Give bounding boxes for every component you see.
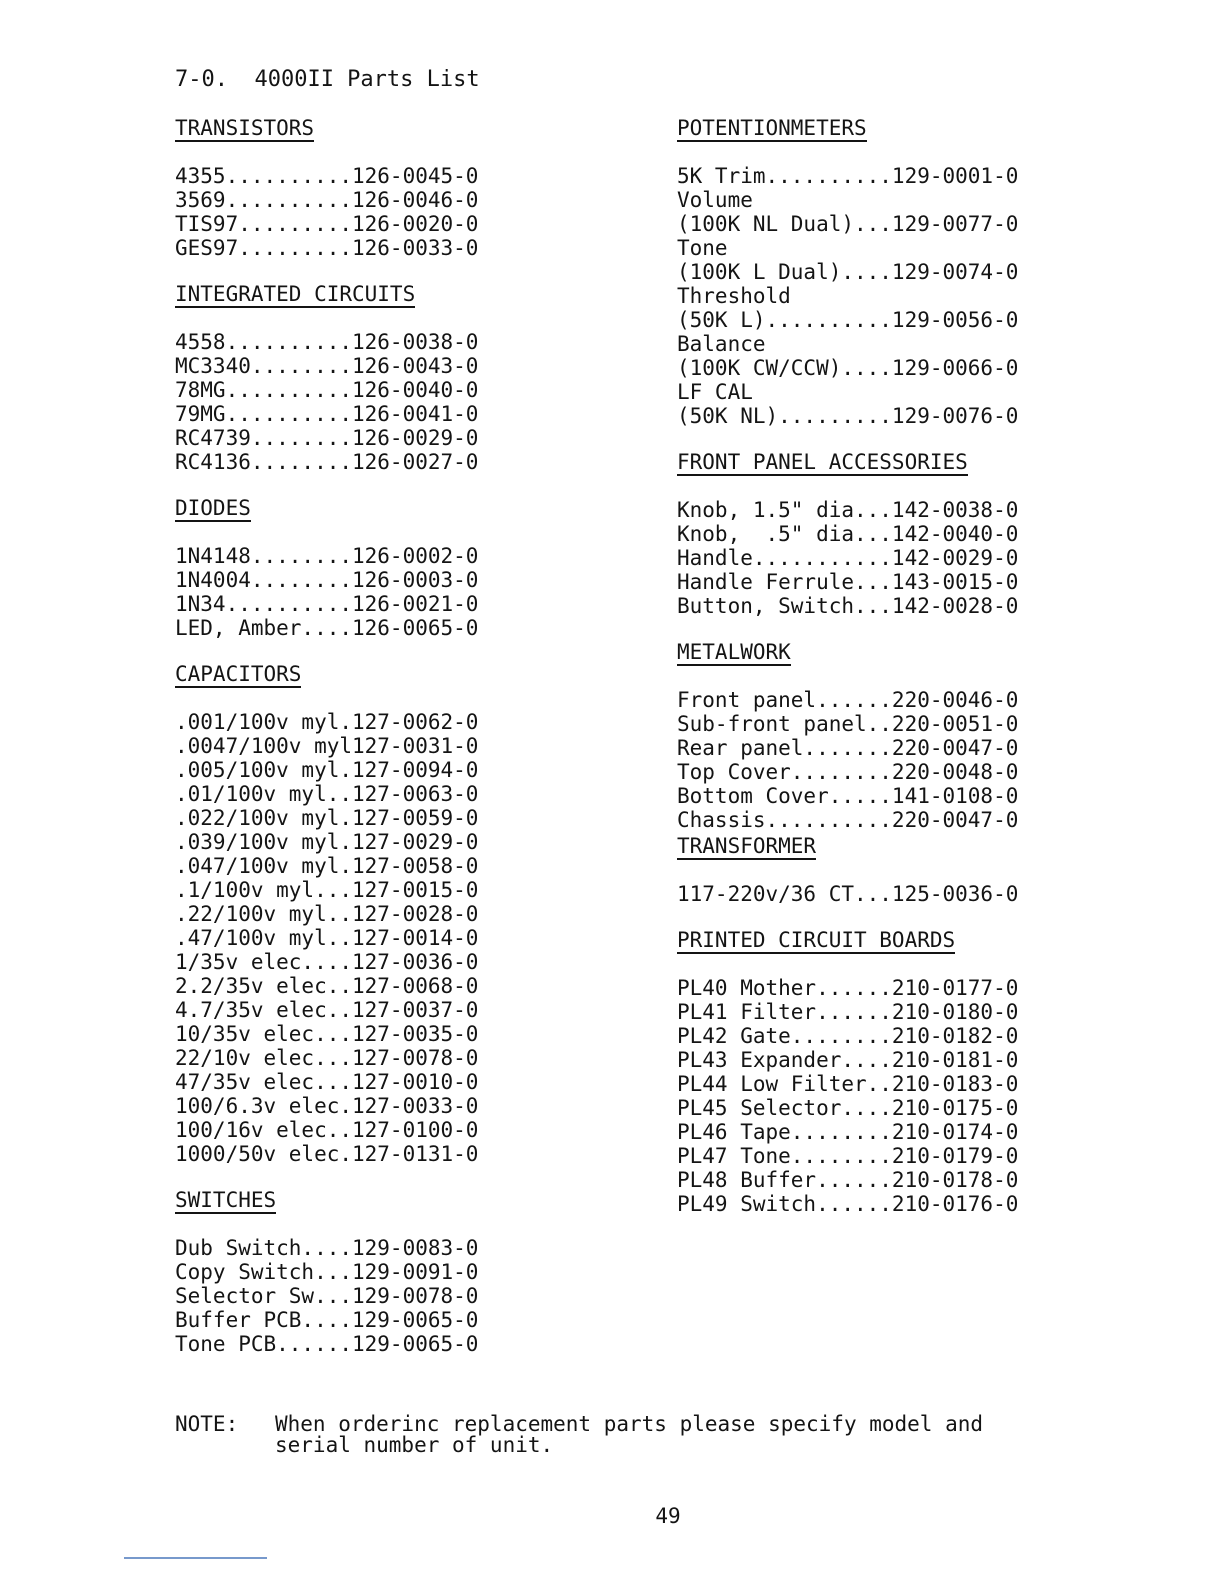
part-row: Front panel......220-0046-0 (677, 688, 1019, 712)
part-row: (100K NL Dual)...129-0077-0 (677, 212, 1019, 236)
part-row: RC4136........126-0027-0 (175, 450, 479, 474)
part-row: .47/100v myl..127-0014-0 (175, 926, 479, 950)
parts-list (677, 498, 1117, 618)
parts-list (175, 164, 615, 260)
section-title: TRANSFORMER (677, 834, 817, 858)
part-row: 10/35v elec...127-0035-0 (175, 1022, 479, 1046)
part-row: Handle Ferrule...143-0015-0 (677, 570, 1019, 594)
part-row: Tone (677, 236, 728, 260)
note-label: NOTE: (175, 1412, 239, 1436)
part-row: .047/100v myl.127-0058-0 (175, 854, 479, 878)
part-row: 1N4148........126-0002-0 (175, 544, 479, 568)
part-row: 5K Trim..........129-0001-0 (677, 164, 1019, 188)
section-title: TRANSISTORS (175, 116, 315, 140)
part-row: 1N4004........126-0003-0 (175, 568, 479, 592)
section-transformer (677, 834, 1117, 906)
part-row: Knob, 1.5" dia...142-0038-0 (677, 498, 1019, 522)
part-row: Bottom Cover.....141-0108-0 (677, 784, 1019, 808)
right-column (677, 116, 1117, 1238)
part-row: 3569..........126-0046-0 (175, 188, 479, 212)
note-line: serial number of unit. (275, 1433, 554, 1457)
section-title: POTENTIONMETERS (677, 116, 867, 140)
note-line: When orderinc replacement parts please specify model and (275, 1412, 984, 1436)
part-row: LF CAL (677, 380, 753, 404)
note-text (275, 1414, 983, 1456)
part-row: PL49 Switch......210-0176-0 (677, 1192, 1019, 1216)
parts-list (175, 330, 615, 474)
part-row: Threshold (677, 284, 791, 308)
section-diodes (175, 496, 615, 640)
part-row: 2.2/35v elec..127-0068-0 (175, 974, 479, 998)
part-row: .0047/100v myl127-0031-0 (175, 734, 479, 758)
part-row: .01/100v myl..127-0063-0 (175, 782, 479, 806)
part-row: PL45 Selector....210-0175-0 (677, 1096, 1019, 1120)
part-row: PL43 Expander....210-0181-0 (677, 1048, 1019, 1072)
part-row: 4558..........126-0038-0 (175, 330, 479, 354)
part-row: Chassis..........220-0047-0 (677, 808, 1019, 832)
part-row: 100/16v elec..127-0100-0 (175, 1118, 479, 1142)
page-heading: 7-0. 4000II Parts List (175, 67, 480, 92)
part-row: 117-220v/36 CT...125-0036-0 (677, 882, 1019, 906)
part-row: 4.7/35v elec..127-0037-0 (175, 998, 479, 1022)
section-title: METALWORK (677, 640, 791, 664)
parts-list (677, 688, 1117, 832)
parts-list (175, 544, 615, 640)
part-row: 79MG..........126-0041-0 (175, 402, 479, 426)
part-row: Top Cover........220-0048-0 (677, 760, 1019, 784)
part-row: .001/100v myl.127-0062-0 (175, 710, 479, 734)
part-row: .022/100v myl.127-0059-0 (175, 806, 479, 830)
part-row: Buffer PCB....129-0065-0 (175, 1308, 479, 1332)
section-title: INTEGRATED CIRCUITS (175, 282, 416, 306)
part-row: 1/35v elec....127-0036-0 (175, 950, 479, 974)
parts-list (175, 710, 615, 1166)
part-row: PL41 Filter......210-0180-0 (677, 1000, 1019, 1024)
part-row: Copy Switch...129-0091-0 (175, 1260, 479, 1284)
parts-list (677, 882, 1117, 906)
part-row: 100/6.3v elec.127-0033-0 (175, 1094, 479, 1118)
section-integrated-circuits (175, 282, 615, 474)
section-transistors (175, 116, 615, 260)
section-switches (175, 1188, 615, 1356)
part-row: RC4739........126-0029-0 (175, 426, 479, 450)
section-potentiometers (677, 116, 1117, 428)
part-row: Handle...........142-0029-0 (677, 546, 1019, 570)
part-row: 22/10v elec...127-0078-0 (175, 1046, 479, 1070)
part-row: Sub-front panel..220-0051-0 (677, 712, 1019, 736)
part-row: (100K L Dual)....129-0074-0 (677, 260, 1019, 284)
section-front-panel-accessories (677, 450, 1117, 618)
section-title: FRONT PANEL ACCESSORIES (677, 450, 968, 474)
part-row: PL42 Gate........210-0182-0 (677, 1024, 1019, 1048)
part-row: TIS97.........126-0020-0 (175, 212, 479, 236)
part-row: Selector Sw...129-0078-0 (175, 1284, 479, 1308)
part-row: Dub Switch....129-0083-0 (175, 1236, 479, 1260)
part-row: .039/100v myl.127-0029-0 (175, 830, 479, 854)
part-row: Balance (677, 332, 766, 356)
part-row: MC3340........126-0043-0 (175, 354, 479, 378)
part-row: 1000/50v elec.127-0131-0 (175, 1142, 479, 1166)
part-row: PL48 Buffer......210-0178-0 (677, 1168, 1019, 1192)
part-row: 4355..........126-0045-0 (175, 164, 479, 188)
part-row: PL44 Low Filter..210-0183-0 (677, 1072, 1019, 1096)
part-row: Tone PCB......129-0065-0 (175, 1332, 479, 1356)
part-row: .1/100v myl...127-0015-0 (175, 878, 479, 902)
part-row: GES97.........126-0033-0 (175, 236, 479, 260)
left-column (175, 116, 615, 1378)
part-row: (50K NL).........129-0076-0 (677, 404, 1019, 428)
section-metalwork (677, 640, 1117, 832)
part-row: Rear panel.......220-0047-0 (677, 736, 1019, 760)
section-printed-circuit-boards (677, 928, 1117, 1216)
section-title: PRINTED CIRCUIT BOARDS (677, 928, 956, 952)
part-row: (100K CW/CCW)....129-0066-0 (677, 356, 1019, 380)
footer-rule (124, 1557, 267, 1559)
part-row: 1N34..........126-0021-0 (175, 592, 479, 616)
part-row: .005/100v myl.127-0094-0 (175, 758, 479, 782)
part-row: Button, Switch...142-0028-0 (677, 594, 1019, 618)
parts-list (677, 164, 1117, 428)
part-row: Volume (677, 188, 753, 212)
page-number: 49 (655, 1504, 681, 1528)
part-row: .22/100v myl..127-0028-0 (175, 902, 479, 926)
section-capacitors (175, 662, 615, 1166)
section-title: SWITCHES (175, 1188, 277, 1212)
part-row: PL40 Mother......210-0177-0 (677, 976, 1019, 1000)
part-row: PL46 Tape........210-0174-0 (677, 1120, 1019, 1144)
part-row: Knob, .5" dia...142-0040-0 (677, 522, 1019, 546)
section-title: CAPACITORS (175, 662, 302, 686)
part-row: PL47 Tone........210-0179-0 (677, 1144, 1019, 1168)
part-row: 47/35v elec...127-0010-0 (175, 1070, 479, 1094)
ordering-note (175, 1414, 983, 1456)
section-title: DIODES (175, 496, 251, 520)
part-row: (50K L)..........129-0056-0 (677, 308, 1019, 332)
parts-list (175, 1236, 615, 1356)
part-row: LED, Amber....126-0065-0 (175, 616, 479, 640)
part-row: 78MG..........126-0040-0 (175, 378, 479, 402)
parts-list (677, 976, 1117, 1216)
